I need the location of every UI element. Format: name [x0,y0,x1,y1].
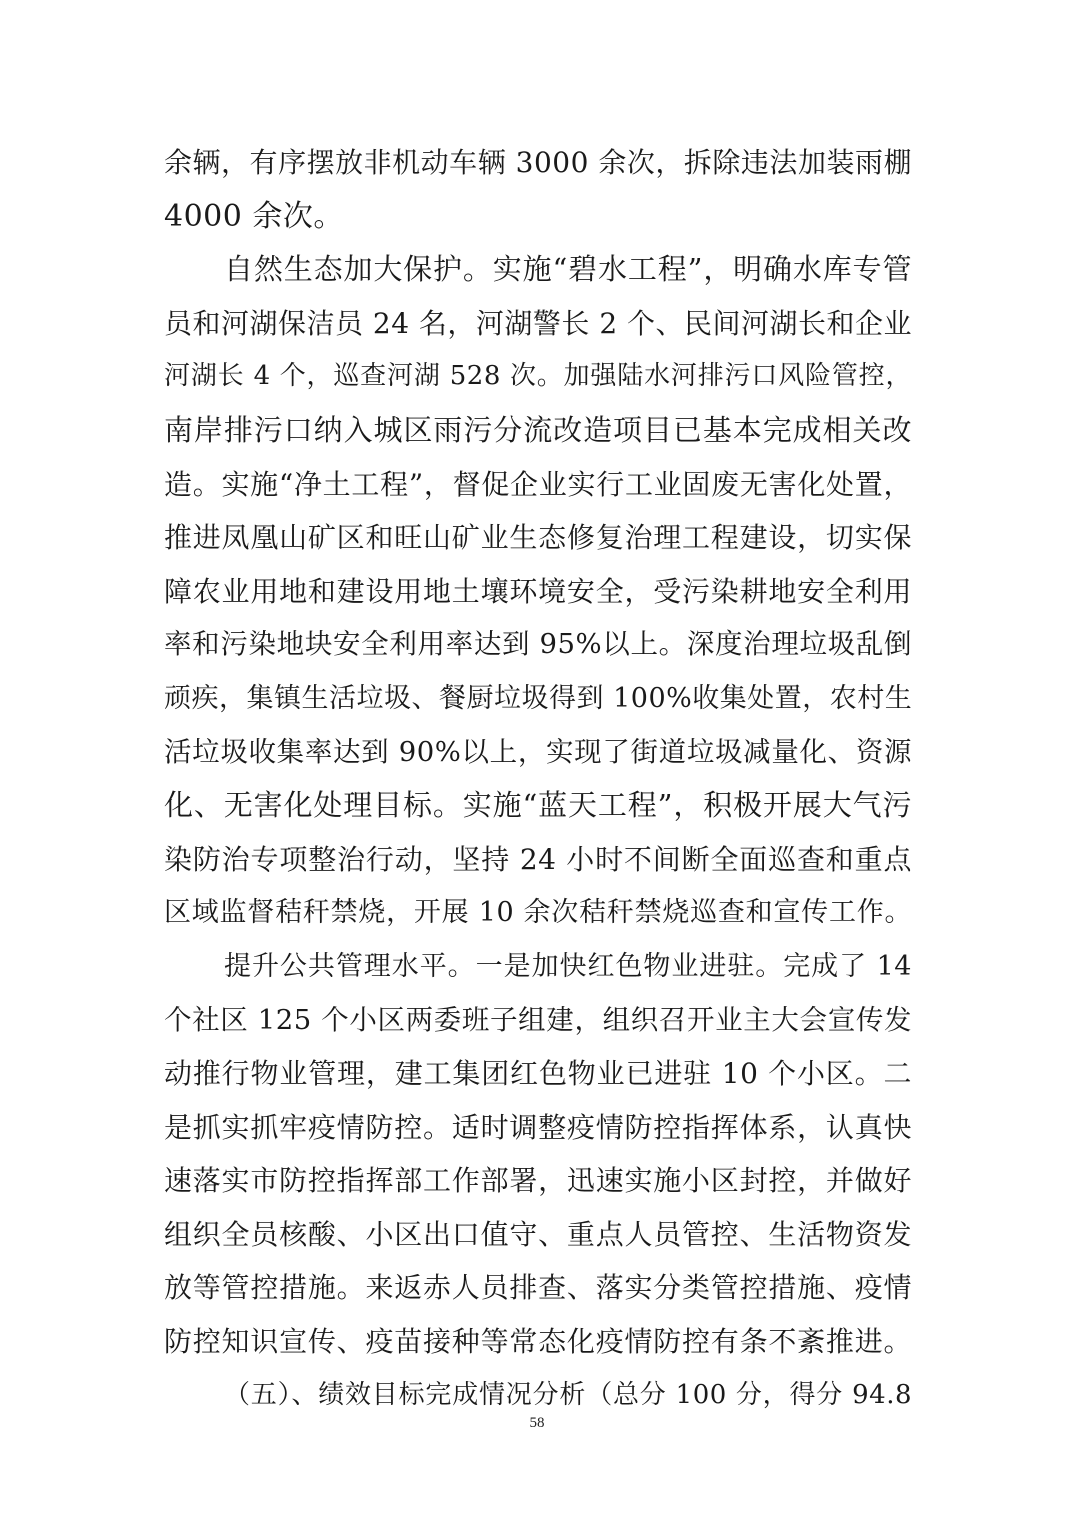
text-line: 障农业用地和建设用地土壤环境安全，受污染耕地安全利用 [164,574,912,608]
text-line: 速落实市防控指挥部工作部署，迅速实施小区封控，并做好 [164,1164,912,1198]
text-line: 余辆，有序摆放非机动车辆 3000 余次，拆除违法加装雨棚 [164,146,912,179]
text-line: 4000 余次。 [164,198,344,234]
text-line: 化、无害化处理目标。实施“蓝天工程”，积极开展大气污 [164,788,912,823]
text-line: 区域监督秸秆禁烧，开展 10 余次秸秆禁烧巡查和宣传工作。 [164,897,912,929]
text-line: 率和污染地块安全利用率达到 95%以上。深度治理垃圾乱倒 [164,628,912,661]
text-line: 顽疾，集镇生活垃圾、餐厨垃圾得到 100%收集处置，农村生 [164,682,913,714]
paragraph-start-line: 提升公共管理水平。一是加快红色物业进驻。完成了 14 [224,950,912,982]
paragraph-start-line: 自然生态加大保护。实施“碧水工程”，明确水库专管 [224,252,912,287]
text-line: 造。实施“净土工程”，督促企业实行工业固废无害化处置， [164,467,912,501]
text-line: 组织全员核酸、小区出口值守、重点人员管控、生活物资发 [164,1217,912,1251]
text-line: 推进凤凰山矿区和旺山矿业生态修复治理工程建设，切实保 [164,521,912,555]
text-line: 动推行物业管理，建工集团红色物业已进驻 10 个小区。二 [164,1057,912,1091]
page-number: 58 [529,1415,545,1431]
text-line: 防控知识宣传、疫苗接种等常态化疫情防控有条不紊推进。 [164,1325,912,1359]
body-text [164,136,912,1422]
text-line: 放等管控措施。来返赤人员排查、落实分类管控措施、疫情 [164,1271,912,1305]
text-line: 活垃圾收集率达到 90%以上，实现了街道垃圾减量化、资源 [164,735,912,768]
text-line: 个社区 125 个小区两委班子组建，组织召开业主大会宣传发 [164,1003,912,1036]
text-line: 南岸排污口纳入城区雨污分流改造项目已基本完成相关改 [164,412,912,447]
section-heading-line: （五）、绩效目标完成情况分析（总分 100 分，得分 94.8 [224,1379,912,1410]
text-line: 河湖长 4 个，巡查河湖 528 次。加强陆水河排污口风险管控， [164,361,912,392]
text-line: 是抓实抓牢疫情防控。适时调整疫情防控指挥体系，认真快 [164,1110,912,1144]
text-line: 员和河湖保洁员 24 名，河湖警长 2 个、民间河湖长和企业 [164,306,913,340]
text-line: 染防治专项整治行动，坚持 24 小时不间断全面巡查和重点 [164,842,912,876]
